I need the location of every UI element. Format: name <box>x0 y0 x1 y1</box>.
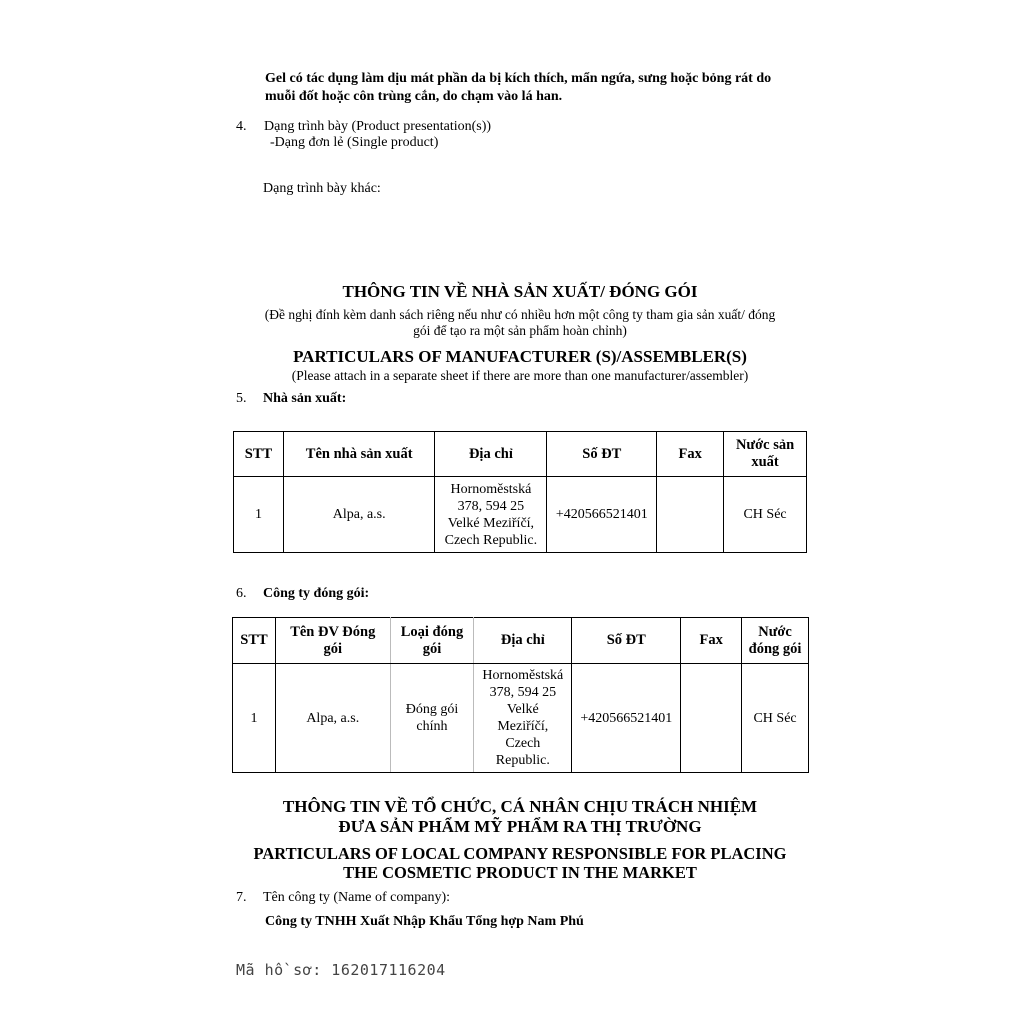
local-title-en-2: THE COSMETIC PRODUCT IN THE MARKET <box>343 863 697 882</box>
cell-country: CH Séc <box>724 477 807 553</box>
table-row <box>234 477 807 553</box>
header-type-line-1: Loại đóng <box>400 623 464 640</box>
item5-title: Nhà sản xuất: <box>263 391 347 406</box>
address-line-4: Meziříčí, <box>497 719 549 734</box>
cell-assembler-name: Alpa, a.s. <box>275 664 390 773</box>
header-type-line-2: gói <box>422 640 442 657</box>
intro-line-1: Gel có tác dụng làm dịu mát phần da bị kích thích, mẩn ngứa, sưng hoặc bỏng rát do <box>265 71 772 86</box>
address-line-6: Republic. <box>495 753 550 768</box>
item4-title: Dạng trình bày (Product presentation(s)) <box>264 119 492 134</box>
intro-paragraph <box>265 70 825 106</box>
cell-manufacturer-name: Alpa, a.s. <box>283 477 435 553</box>
cell-packaging-type <box>390 664 474 773</box>
header-fax: Fax <box>657 432 724 477</box>
address-line-4: Czech Republic. <box>444 532 538 548</box>
header-name-line-1: Tên ĐV Đóng <box>290 623 376 640</box>
local-title-vi-1: THÔNG TIN VỀ TỔ CHỨC, CÁ NHÂN CHỊU TRÁCH NHIỆM <box>282 797 758 816</box>
header-country-line-2: xuất <box>751 454 779 470</box>
item6-title: Công ty đóng gói: <box>263 586 370 601</box>
address-line-2: 378, 594 25 <box>489 685 557 700</box>
header-assembler-name <box>275 618 390 664</box>
cell-phone: +420566521401 <box>572 664 681 773</box>
item4-other: Dạng trình bày khác: <box>263 181 381 196</box>
cell-stt: 1 <box>234 477 284 553</box>
item5-number: 5. <box>236 391 247 406</box>
manufacturer-note-en: (Please attach in a separate sheet if there are more than one manufacturer/assembler) <box>291 368 749 383</box>
type-line-2: chính <box>416 719 448 734</box>
address-line-3: Velké <box>506 702 539 717</box>
address-line-1: Hornoměstská <box>482 668 564 683</box>
address-line-2: 378, 594 25 <box>457 498 525 514</box>
address-line-1: Hornoměstská <box>450 481 532 497</box>
cell-phone: +420566521401 <box>547 477 657 553</box>
address-line-5: Czech <box>505 736 541 751</box>
manufacturer-table <box>233 431 807 553</box>
cell-address <box>435 477 547 553</box>
type-line-1: Đóng gói <box>405 702 459 717</box>
item7-title: Tên công ty (Name of company): <box>263 890 450 905</box>
header-country <box>742 618 809 664</box>
item4-number: 4. <box>236 119 247 134</box>
cell-stt: 1 <box>233 664 276 773</box>
header-stt: STT <box>233 618 276 664</box>
table-row <box>233 664 809 773</box>
item7-number: 7. <box>236 890 247 905</box>
assembler-table <box>232 617 809 773</box>
company-name: Công ty TNHH Xuất Nhập Khẩu Tổng hợp Nam Phú <box>265 914 584 929</box>
cell-address <box>474 664 572 773</box>
manufacturer-table-header <box>234 432 807 477</box>
cell-fax <box>681 664 742 773</box>
header-phone: Số ĐT <box>547 432 657 477</box>
manufacturer-note-vi-2: gói để tạo ra một sản phẩm hoàn chỉnh) <box>413 323 627 338</box>
local-title-vi-2: ĐƯA SẢN PHẨM MỸ PHẨM RA THỊ TRƯỜNG <box>338 817 702 836</box>
manufacturer-title-vi: THÔNG TIN VỀ NHÀ SẢN XUẤT/ ĐÓNG GÓI <box>342 282 698 301</box>
item6-number: 6. <box>236 586 247 601</box>
header-country-line-2: đóng gói <box>748 640 802 657</box>
item4-sub: -Dạng đơn lẻ (Single product) <box>270 135 439 150</box>
assembler-table-header <box>233 618 809 664</box>
header-name-line-2: gói <box>323 640 343 657</box>
cell-fax <box>657 477 724 553</box>
header-address: Địa chỉ <box>435 432 547 477</box>
header-stt: STT <box>234 432 284 477</box>
header-packaging-type <box>390 618 474 664</box>
header-manufacturer-name: Tên nhà sản xuất <box>283 432 435 477</box>
address-line-3: Velké Meziříčí, <box>447 515 535 531</box>
manufacturer-note-vi-1: (Đề nghị đính kèm danh sách riêng nếu như có nhiều hơn một công ty tham gia sản xuất/ đóng <box>264 307 776 322</box>
header-phone: Số ĐT <box>572 618 681 664</box>
local-title-en-1: PARTICULARS OF LOCAL COMPANY RESPONSIBLE FOR PLACING <box>253 844 787 863</box>
cell-country: CH Séc <box>742 664 809 773</box>
header-country <box>724 432 807 477</box>
header-country-line-1: Nước <box>758 623 792 640</box>
header-country-line-1: Nước sản <box>735 437 795 453</box>
manufacturer-title-en: PARTICULARS OF MANUFACTURER (S)/ASSEMBLER(S) <box>293 347 747 366</box>
record-code: Mã hồ sơ: 162017116204 <box>236 961 446 979</box>
header-fax: Fax <box>681 618 742 664</box>
intro-line-2: muỗi đốt hoặc côn trùng cắn, do chạm vào lá han. <box>265 89 563 104</box>
header-address: Địa chỉ <box>474 618 572 664</box>
